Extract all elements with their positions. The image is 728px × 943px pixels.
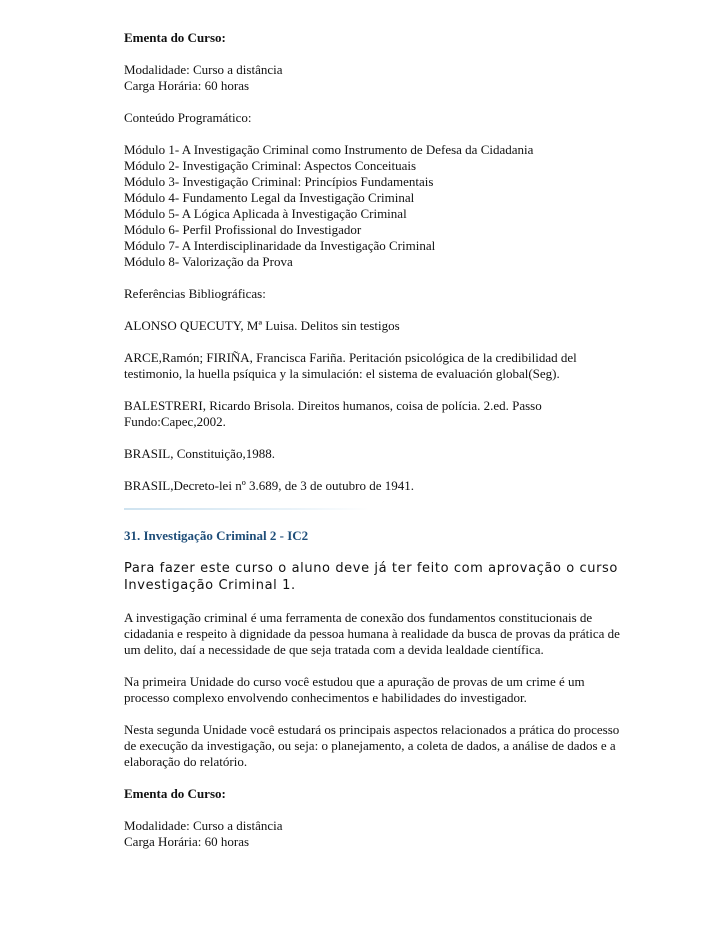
paragraph-line: processo complexo envolvendo conhecimentos e habilidades do investigador. <box>124 690 527 705</box>
module-item: Módulo 2- Investigação Criminal: Aspectos Conceituais <box>124 158 417 173</box>
module-item: Módulo 6- Perfil Profissional do Investigador <box>124 222 362 237</box>
ementa-heading: Ementa do Curso: <box>124 30 226 45</box>
paragraph-line: A investigação criminal é uma ferramenta de conexão dos fundamentos constitucionais de <box>124 610 593 625</box>
paragraph-line: elaboração do relatório. <box>124 754 248 769</box>
section-divider <box>124 508 369 510</box>
reference-item: BRASIL, Constituição,1988. <box>124 446 275 461</box>
module-item: Módulo 1- A Investigação Criminal como Instrumento de Defesa da Cidadania <box>124 142 534 157</box>
reference-item <box>124 350 644 382</box>
module-item: Módulo 7- A Interdisciplinaridade da Investigação Criminal <box>124 238 436 253</box>
paragraph-line: de execução da investigação, ou seja: o planejamento, a coleta de dados, a análise de dados e a <box>124 738 616 753</box>
carga-horaria-text: Carga Horária: 60 horas <box>124 834 250 849</box>
reference-line: BALESTRERI, Ricardo Brisola. Direitos humanos, coisa de polícia. 2.ed. Passo <box>124 398 542 413</box>
paragraph-line: cidadania e respeito à dignidade da pessoa humana à realidade da busca de provas da prática de <box>124 626 620 641</box>
modalidade-text: Modalidade: Curso a distância <box>124 818 283 833</box>
reference-item: BRASIL,Decreto-lei nº 3.689, de 3 de outubro de 1941. <box>124 478 414 493</box>
module-item: Módulo 5- A Lógica Aplicada à Investigação Criminal <box>124 206 407 221</box>
paragraph <box>124 610 644 658</box>
conteudo-heading: Conteúdo Programático: <box>124 110 252 125</box>
module-item: Módulo 8- Valorização da Prova <box>124 254 293 269</box>
paragraph <box>124 674 644 706</box>
prereq-line: Investigação Criminal 1. <box>124 578 296 593</box>
ementa-heading: Ementa do Curso: <box>124 786 226 801</box>
module-item: Módulo 3- Investigação Criminal: Princípios Fundamentais <box>124 174 434 189</box>
modalidade-text: Modalidade: Curso a distância <box>124 62 283 77</box>
paragraph <box>124 722 644 770</box>
course-title: 31. Investigação Criminal 2 - IC2 <box>124 528 309 543</box>
module-list <box>124 142 644 270</box>
referencias-heading: Referências Bibliográficas: <box>124 286 266 301</box>
reference-item: ALONSO QUECUTY, Mª Luisa. Delitos sin testigos <box>124 318 400 333</box>
reference-line: testimonio, la huella psíquica y la simulación: el sistema de evaluación global(Seg). <box>124 366 560 381</box>
paragraph-line: um delito, daí a necessidade de que seja tratada com a devida lealdade científica. <box>124 642 544 657</box>
paragraph-line: Nesta segunda Unidade você estudará os principais aspectos relacionados a prática do processo <box>124 722 620 737</box>
paragraph-line: Na primeira Unidade do curso você estudou que a apuração de provas de um crime é um <box>124 674 585 689</box>
module-item: Módulo 4- Fundamento Legal da Investigação Criminal <box>124 190 415 205</box>
document-page <box>124 30 644 850</box>
reference-line: Fundo:Capec,2002. <box>124 414 226 429</box>
prerequisite-note <box>124 560 644 594</box>
reference-line: ARCE,Ramón; FIRIÑA, Francisca Fariña. Peritación psicológica de la credibilidad del <box>124 350 577 365</box>
carga-horaria-text: Carga Horária: 60 horas <box>124 78 250 93</box>
reference-item <box>124 398 644 430</box>
prereq-line: Para fazer este curso o aluno deve já ter feito com aprovação o curso <box>124 561 618 576</box>
